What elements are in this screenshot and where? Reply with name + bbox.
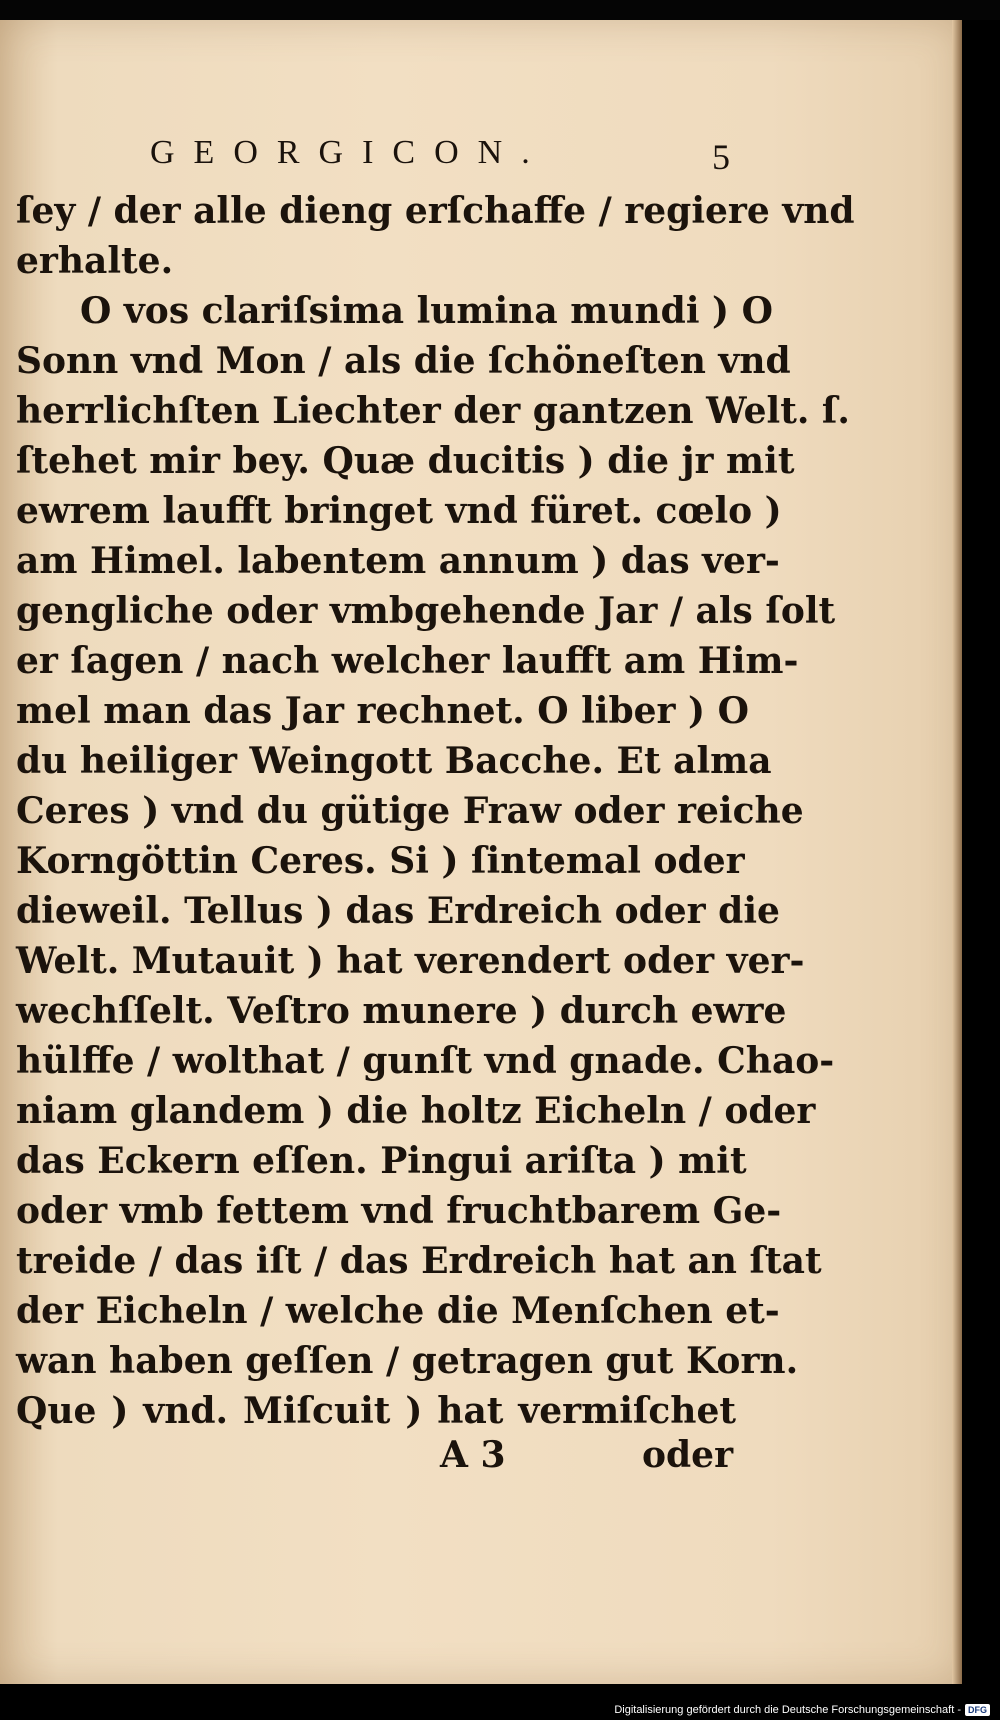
text-line: wechſſelt. Veſtro munere ) durch ewre (16, 990, 787, 1032)
text-line: Korngöttin Ceres. Si ) ſintemal oder (16, 840, 745, 882)
scan-top-border (0, 0, 1000, 20)
dfg-logo: DFG (965, 1704, 990, 1716)
text-line: ewrem laufft bringet vnd füret. cœlo ) (16, 490, 782, 532)
text-line: dieweil. Tellus ) das Erdreich oder die (16, 890, 780, 932)
text-line: du heiliger Weingott Bacche. Et alma (16, 740, 772, 782)
digitization-note: Digitalisierung gefördert durch die Deutsche Forschungsgemeinschaft - (614, 1704, 961, 1716)
text-line: der Eicheln / welche die Menſchen et- (16, 1290, 780, 1332)
text-line: gengliche oder vmbgehende Jar / als ſolt (16, 590, 836, 632)
running-head: GEORGICON. (150, 134, 549, 171)
text-line: hülffe / wolthat / gunſt vnd gnade. Chao- (16, 1040, 835, 1082)
book-page (0, 20, 962, 1684)
text-line: er ſagen / nach welcher laufft am Him- (16, 640, 799, 682)
text-line: oder vmb fettem vnd fruchtbarem Ge- (16, 1190, 782, 1232)
text-line: Sonn vnd Mon / als die ſchöneſten vnd (16, 340, 791, 382)
catchword: oder (642, 1434, 734, 1476)
text-line: O vos clariſsima lumina mundi ) O (80, 290, 773, 332)
digitization-credit (614, 1704, 990, 1716)
page-number: 5 (712, 137, 730, 177)
signature-mark: A 3 (440, 1434, 506, 1476)
text-line: ſtehet mir bey. Quæ ducitis ) die jr mit (16, 440, 795, 482)
text-line: wan haben geſſen / getragen gut Korn. (16, 1340, 799, 1382)
text-line: am Himel. labentem annum ) das ver- (16, 540, 780, 582)
text-line: herrlichſten Liechter der gantzen Welt. ſ. (16, 390, 850, 432)
text-line: Ceres ) vnd du gütige Fraw oder reiche (16, 790, 804, 832)
text-line: mel man das Jar rechnet. O liber ) O (16, 690, 749, 732)
text-line: das Eckern eſſen. Pingui ariſta ) mit (16, 1140, 747, 1182)
body-text (16, 186, 855, 1436)
page-edge-shadow (952, 20, 962, 1684)
text-line: erhalte. (16, 240, 174, 282)
text-line: niam glandem ) die holtz Eicheln / oder (16, 1090, 816, 1132)
text-line: treide / das iſt / das Erdreich hat an ſtat (16, 1240, 822, 1282)
text-line: Que ) vnd. Miſcuit ) hat vermiſchet (16, 1390, 736, 1432)
text-line: Welt. Mutauit ) hat verendert oder ver- (16, 940, 805, 982)
text-line: ſey / der alle dieng erſchaffe / regiere vnd (16, 190, 855, 232)
page-footer-marks (0, 1434, 740, 1484)
